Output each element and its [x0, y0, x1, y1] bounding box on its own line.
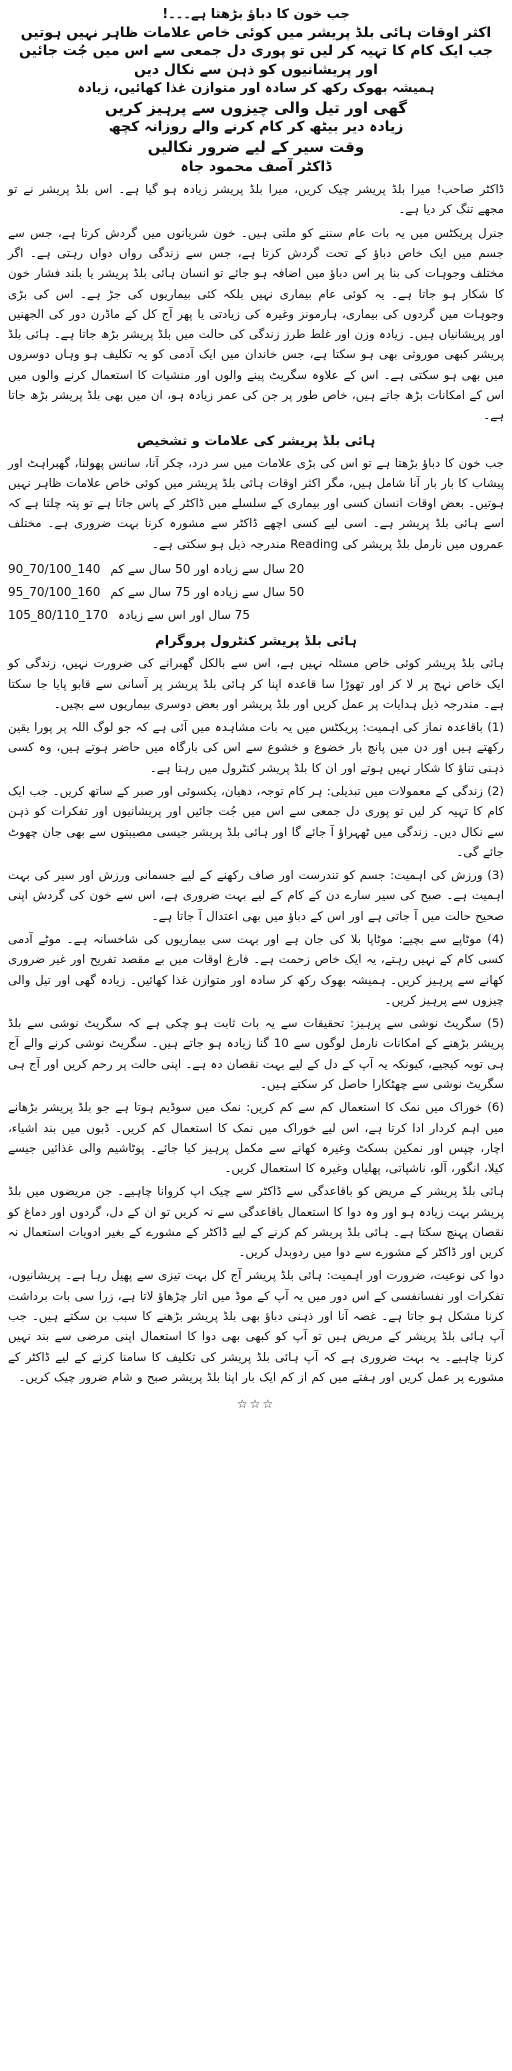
reading-age: 20 سال سے زیادہ اور 50 سال سے کم [110, 561, 305, 576]
headline-6: زیادہ دیر بیٹھ کر کام کرنے والے روزانہ کچھ [108, 119, 404, 136]
headline-2: اکثر اوقات ہائی بلڈ پریشر میں کوئی خاص علامات ظاہر نہیں ہوتیں [20, 24, 492, 41]
headline-5: گھی اور تیل والی چیزوں سے پرہیز کریں [104, 98, 408, 117]
symptoms-paragraph: جب خون کا دباؤ بڑھتا ہے تو اس کی بڑی علامات میں سر درد، چکر آنا، سانس پھولنا، گھبراہٹ اور پیشاب کا بار بار آنا شامل ہیں، مگر اکثر اوقات ہائی بلڈ پریشر میں کوئی خاص علامات ظاہر نہیں ہوتیں۔ بعض اوقات انسان کسی اور بیماری کے سلسلے میں ڈاکٹر کے پاس جاتا ہے تو پتہ چلتا ہے کہ اسے ہائی بلڈ پریشر ہے۔ اسی لیے کسی اچھے ڈاکٹر سے مشورہ کرنا بہت ضروری ہے۔ مختلف عمروں میں نارمل بلڈ پریشر کی Reading مندرجہ ذیل ہو سکتی ہے۔ [8, 455, 504, 551]
article [8, 0, 504, 1411]
checkup-paragraph: ہائی بلڈ پریشر کے مریض کو باقاعدگی سے ڈاکٹر سے چیک اپ کروانا چاہیے۔ جن مریضوں میں بلڈ پریشر بہت زیادہ ہو اور وہ دوا کا استعمال باقاعدگی سے نہ کریں تو ان کے دل، گردوں اور دماغ کو نقصان پہنچ سکتا ہے۔ ہائی بلڈ پریشر کم کرنے کے لیے ڈاکٹر کے مشورے کے بغیر ادویات استعمال نہ کریں اور ڈاکٹر کے مشورے سے دوا میں ردوبدل کریں۔ [8, 1184, 504, 1260]
salt-paragraph: (6) خوراک میں نمک کا استعمال کم سے کم کریں: نمک میں سوڈیم ہوتا ہے جو بلڈ پریشر بڑھانے میں اہم کردار ادا کرتا ہے، اس لیے خوراک میں نمک کا استعمال کم کریں۔ ڈبوں میں بند اشیاء، اچار، چپس اور نمکین بسکٹ وغیرہ کھانے سے مکمل پرہیز کیا جائے۔ پوٹاشیم والی غذائیں جیسے کیلا، انگور، آلو، ناشپاتی، پھلیاں وغیرہ کا استعمال کریں۔ [8, 1100, 504, 1176]
reading-age: 75 سال اور اس سے زیادہ [118, 607, 250, 622]
obesity-paragraph: (4) موٹاپے سے بچیے: موٹاپا بلا کی جان ہے اور بہت سی بیماریوں کی شاخسانہ ہے۔ موٹے آدمی کسی کام کے نہیں رہتے، یہ ایک خاص زحمت ہے۔ فارغ اوقات میں بے مقصد تفریح اور غیر ضروری کھانے سے پرہیز کریں۔ ہمیشہ بھوک رکھ کر سادہ اور متوازن غذا کھائیں۔ زیادہ گھی اور تیل والی چیزوں سے پرہیز کریں۔ [8, 931, 504, 1007]
reading-value: 95_70/100_160 [8, 584, 101, 599]
headline-7: وقت سیر کے لیے ضرور نکالیں [147, 137, 365, 156]
section-heading-control-program: ہائی بلڈ پریشر کنٹرول پروگرام [155, 634, 357, 650]
intro-section [8, 179, 504, 425]
smoking-paragraph: (5) سگریٹ نوشی سے پرہیز: تحقیقات سے یہ بات ثابت ہو چکی ہے کہ سگریٹ نوشی سے بلڈ پریشر بڑھنے کے امکانات نارمل لوگوں سے 10 گنا زیادہ ہو جاتے ہیں۔ سگریٹ نوشی کرنے والے آج ہی توبہ کیجیے، کیونکہ یہ آپ کے دل کے لیے بہت نقصان دہ ہے۔ اپنی حالت پر رحم کریں اور آج ہی سگریٹ نوشی سے چھٹکارا حاصل کر سکتے ہیں۔ [8, 1016, 505, 1091]
end-stars: ☆☆☆ [236, 1397, 276, 1412]
intro-paragraph-2: جنرل پریکٹس میں یہ بات عام سننے کو ملتی ہیں۔ خون شریانوں میں گردش کرتا ہے، جس سے جسم میں ایک خاص دباؤ کے تحت گردش کرتا ہے، جس سے زندگی رواں دواں رہتی ہے۔ اگر مختلف وجوہات کی بنا پر اس دباؤ میں اضافہ ہو جائے تو انسان ہائی بلڈ پریشر یا بلند فشار خون کا شکار ہو جاتا ہے۔ یہ کوئی عام بیماری نہیں بلکہ کئی بیماریوں کی جڑ ہے۔ اس کی بڑی وجوہات میں گردوں کی بیماری، ہارمونز وغیرہ کی زیادتی یا پھر آج کل کے ماڈرن دور کی الجھنیں اور پریشانیاں ہیں۔ زیادہ وزن اور غلط طرز زندگی کی حالت میں بلڈ پریشر بڑھ جاتا ہے۔ ہائی بلڈ پریشر کبھی موروثی بھی ہو سکتا ہے، جس خاندان میں ایک آدمی کو یہ تکلیف ہو وہاں دوسروں میں بھی ہو سکتی ہے۔ اس کے علاوہ سگریٹ پینے والوں اور منشیات کا استعمال کرنے والوں میں اس کے امکانات بڑھ جاتے ہیں، خاص طور پر جن کی عمر زیادہ ہو، ان میں بھی بلڈ پریشر بڑھ جاتا ہے۔ [8, 225, 504, 423]
routine-paragraph: (2) زندگی کے معمولات میں تبدیلی: ہر کام توجہ، دھیان، یکسوئی اور صبر کے ساتھ کریں۔ جب ایک کام کا تہیہ کر لیں تو پوری دل جمعی سے اس میں جُت جائیں اور پریشانیوں اور تفکرات کو ذہن سے نکال دیں۔ زندگی میں ٹھہراؤ آ جائے گا اور ہائی بلڈ پریشر جیسی مصیبتوں سے بھی جان چھوٹ جائے گی۔ [8, 784, 504, 859]
exercise-paragraph: (3) ورزش کی اہمیت: جسم کو تندرست اور صاف رکھنے کے لیے جسمانی ورزش اور سیر کی بہت اہمیت ہے۔ صبح کی سیر سارے دن کے کام کے لیے بہت ضروری ہے، اس سے خون کی گردش اپنی صحیح حالت میں آ جاتی ہے اور اس کے دباؤ میں بھی اعتدال آ جاتا ہے۔ [8, 868, 504, 923]
headline-3: جب ایک کام کا تہیہ کر لیں تو پوری دل جمعی سے اس میں جُت جائیں اور پریشانیوں کو ذہن سے نکال دیں [19, 43, 493, 79]
prayer-paragraph: (1) باقاعدہ نماز کی اہمیت: پریکٹس میں یہ بات مشاہدہ میں آئی ہے کہ جو لوگ اللہ پر پورا یقین رکھتے ہیں اور دن میں پانچ بار خضوع و خشوع سے اس کی بارگاہ میں حاضر ہوتے ہیں، وہ کسی ذہنی تناؤ کا شکار نہیں ہوتے اور ان کا بلڈ پریشر کنٹرول میں رہتا ہے۔ [8, 720, 504, 775]
headline-block [8, 6, 504, 157]
control-program-section [8, 653, 504, 1387]
reading-row [8, 604, 504, 627]
reading-age: 50 سال سے زیادہ اور 75 سال سے کم [110, 584, 305, 599]
reading-value: 90_70/100_140 [8, 561, 101, 576]
author-byline: ڈاکٹر آصف محمود جاہ [180, 159, 332, 176]
intro-paragraph-1: ڈاکٹر صاحب! میرا بلڈ پریشر چیک کریں، میرا بلڈ پریشر زیادہ ہو گیا ہے۔ اس بلڈ پریشر نے تو مجھے تنگ کر دیا ہے۔ [8, 182, 504, 217]
section-heading-symptoms: ہائی بلڈ پریشر کی علامات و تشخیص [136, 433, 376, 449]
headline-1: جب خون کا دباؤ بڑھتا ہے۔۔۔! [162, 7, 350, 22]
reading-row [8, 558, 504, 581]
medication-paragraph: دوا کی نوعیت، ضرورت اور اہمیت: ہائی بلڈ پریشر آج کل بہت تیزی سے پھیل رہا ہے۔ پریشانیوں، تفکرات اور نفسانفسی کے اس دور میں یہ آپ کے موڈ میں اتار چڑھاؤ لاتا ہے، زرا سی بات برداشت کرنا مشکل ہو جاتا ہے۔ غصہ آنا اور ذہنی دباؤ بھی بلڈ پریشر بڑھنے کا سبب بن سکتے ہیں۔ جب آپ ہائی بلڈ پریشر کے مریض ہیں تو آپ کو کبھی بھی دوا کا استعمال اپنی مرضی سے بند نہیں کرنا چاہیے۔ یہ بہت ضروری ہے کہ آپ ہائی بلڈ پریشر کی تکلیف کا سامنا کرنے کے لیے ڈاکٹر کے مشورے پر عمل کریں اور ہفتے میں کم از کم ایک بار اپنا بلڈ پریشر صبح و شام ضرور چیک کریں۔ [8, 1268, 504, 1384]
headline-4: ہمیشہ بھوک رکھ کر سادہ اور متوازن غذا کھائیں، زیادہ [77, 81, 435, 97]
program-intro-paragraph: ہائی بلڈ پریشر کوئی خاص مسئلہ نہیں ہے، اس سے بالکل گھبرانے کی ضرورت نہیں، زندگی کو ایک خاص نہج پر لا کر اور تھوڑا سا قاعدہ اپنا کر ہائی بلڈ پریشر پر آسانی سے قابو پایا جا سکتا ہے۔ مندرجہ ذیل ہدایات پر عمل کریں اور بلڈ پریشر اور بعض دوسری بیماریوں سے بچیں۔ [8, 656, 504, 711]
reading-value: 105_80/110_170 [8, 607, 109, 622]
reading-row [8, 581, 504, 604]
bp-readings-table [8, 558, 504, 626]
